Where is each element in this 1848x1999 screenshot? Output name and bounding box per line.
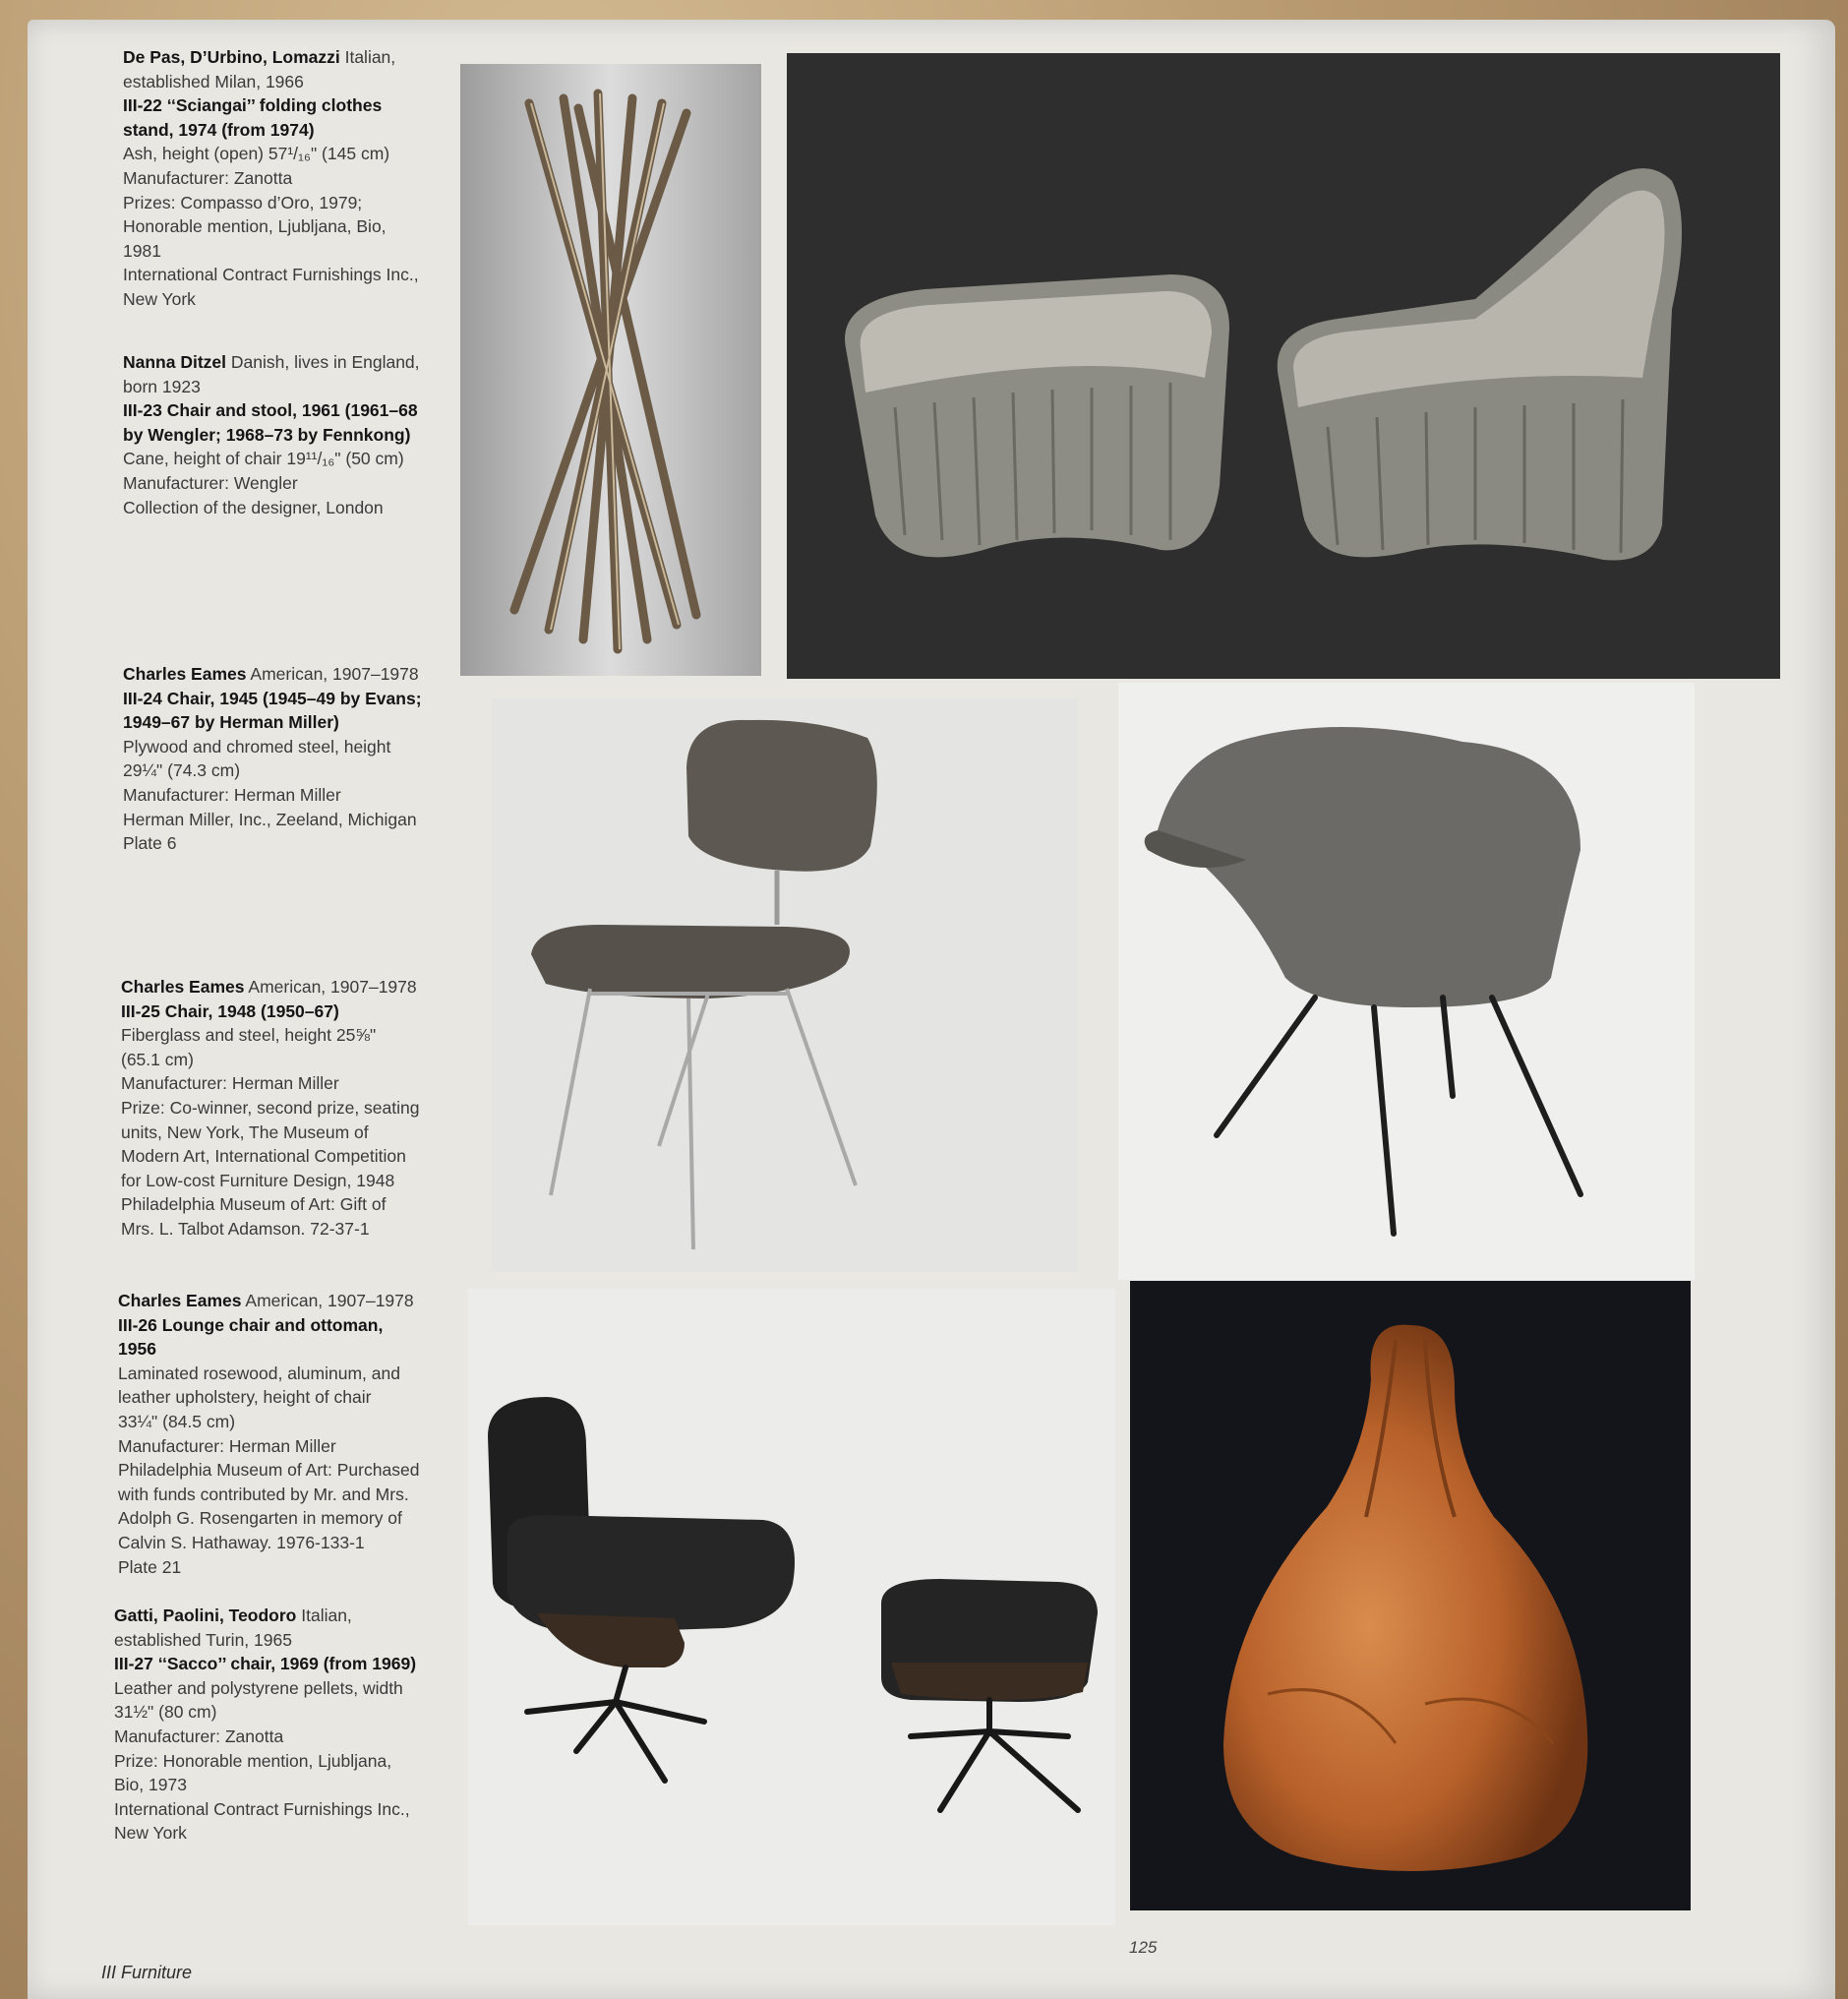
- caption-line: [114, 1676, 429, 1701]
- caption-line: [123, 447, 438, 471]
- caption-bold-text: Charles Eames: [121, 977, 245, 997]
- caption-line: [114, 1797, 429, 1822]
- caption-iii-24: [123, 662, 438, 856]
- caption-text: Mrs. L. Talbot Adamson. 72-37-1: [121, 1218, 370, 1239]
- caption-text: Laminated rosewood, aluminum, and: [118, 1363, 400, 1383]
- caption-iii-26: [118, 1289, 433, 1579]
- caption-line: [123, 191, 438, 215]
- caption-bold-text: Charles Eames: [118, 1291, 242, 1310]
- caption-line: [114, 1773, 429, 1797]
- caption-text: Prizes: Compasso d’Oro, 1979;: [123, 192, 363, 212]
- book-page: [28, 20, 1835, 1999]
- caption-text: Calvin S. Hathaway. 1976-133-1: [118, 1532, 365, 1552]
- caption-line: [121, 1192, 436, 1217]
- caption-bold-text: Gatti, Paolini, Teodoro: [114, 1605, 297, 1625]
- caption-line: [123, 142, 438, 166]
- caption-line: [123, 687, 438, 711]
- caption-text: New York: [114, 1823, 187, 1844]
- caption-bold-text: III-22 ‘‘Sciangai’’ folding clothes: [123, 95, 383, 116]
- caption-text: Adolph G. Rosengarten in memory of: [118, 1508, 402, 1529]
- photo-sacco-chair: [1130, 1281, 1691, 1910]
- caption-iii-25: [121, 975, 436, 1242]
- caption-line: [114, 1700, 429, 1725]
- caption-line: [121, 1121, 436, 1145]
- caption-text: Honorable mention, Ljubljana, Bio,: [123, 216, 387, 237]
- caption-line: [123, 118, 438, 143]
- caption-text: Danish, lives in England,: [226, 352, 420, 372]
- caption-bold-text: De Pas, D’Urbino, Lomazzi: [123, 47, 340, 67]
- caption-bold-text: Charles Eames: [123, 664, 247, 684]
- caption-text: American, 1907–1978: [244, 977, 417, 997]
- caption-line: [123, 758, 438, 783]
- caption-iii-23: [123, 350, 438, 519]
- caption-text: for Low-cost Furniture Design, 1948: [121, 1170, 395, 1190]
- caption-text: established Turin, 1965: [114, 1629, 292, 1650]
- caption-text: Italian,: [296, 1605, 352, 1625]
- caption-line: [123, 735, 438, 759]
- caption-text: established Milan, 1966: [123, 71, 304, 91]
- caption-text: Manufacturer: Herman Miller: [118, 1435, 336, 1456]
- caption-text: (65.1 cm): [121, 1049, 194, 1069]
- caption-text: Fiberglass and steel, height 25⅝": [121, 1025, 377, 1046]
- caption-text: Modern Art, International Competition: [121, 1146, 406, 1167]
- caption-line: [121, 1071, 436, 1096]
- caption-text: leather upholstery, height of chair: [118, 1387, 372, 1408]
- caption-text: Prize: Honorable mention, Ljubljana,: [114, 1750, 392, 1771]
- caption-line: [123, 662, 438, 687]
- caption-text: Manufacturer: Herman Miller: [121, 1073, 339, 1094]
- caption-line: [118, 1410, 433, 1434]
- caption-text: International Contract Furnishings Inc.,: [114, 1798, 410, 1819]
- caption-line: [121, 1169, 436, 1193]
- caption-line: [123, 214, 438, 239]
- caption-line: [118, 1385, 433, 1410]
- caption-line: [123, 808, 438, 832]
- caption-line: [118, 1458, 433, 1483]
- caption-line: [118, 1434, 433, 1459]
- caption-line: [123, 831, 438, 856]
- caption-bold-text: by Wengler; 1968–73 by Fennkong): [123, 424, 411, 445]
- caption-text: born 1923: [123, 376, 201, 396]
- caption-text: Manufacturer: Zanotta: [114, 1726, 284, 1746]
- caption-line: [123, 350, 438, 375]
- caption-bold-text: 1956: [118, 1339, 156, 1360]
- caption-bold-text: Nanna Ditzel: [123, 352, 227, 372]
- caption-bold-text: stand, 1974 (from 1974): [123, 119, 315, 140]
- caption-line: [121, 975, 436, 1000]
- caption-text: Leather and polystyrene pellets, width: [114, 1677, 403, 1698]
- caption-text: Cane, height of chair 19¹¹/₁₆" (50 cm): [123, 449, 404, 469]
- caption-text: Plate 6: [123, 833, 177, 854]
- caption-line: [118, 1337, 433, 1362]
- caption-line: [123, 45, 438, 70]
- caption-line: [123, 471, 438, 496]
- caption-line: [123, 783, 438, 808]
- caption-text: Prize: Co-winner, second prize, seating: [121, 1097, 420, 1118]
- caption-text: Manufacturer: Zanotta: [123, 167, 293, 188]
- caption-line: [118, 1483, 433, 1507]
- caption-line: [118, 1313, 433, 1338]
- caption-text: American, 1907–1978: [241, 1291, 414, 1310]
- caption-line: [123, 93, 438, 118]
- footer-section-title: III Furniture: [101, 1963, 193, 1982]
- caption-text: Plywood and chromed steel, height: [123, 736, 391, 757]
- caption-line: [123, 423, 438, 448]
- caption-text: Plate 21: [118, 1556, 182, 1577]
- caption-line: [123, 239, 438, 264]
- photo-sciangai-clothes-stand: [460, 64, 761, 676]
- caption-text: Italian,: [339, 47, 396, 67]
- caption-line: [123, 263, 438, 287]
- caption-line: [118, 1506, 433, 1531]
- caption-bold-text: III-25 Chair, 1948 (1950–67): [121, 1000, 339, 1021]
- caption-line: [114, 1604, 429, 1628]
- caption-line: [118, 1289, 433, 1313]
- caption-line: [121, 1023, 436, 1048]
- photo-eames-plywood-chair: [492, 698, 1078, 1272]
- caption-line: [121, 1217, 436, 1242]
- photo-eames-fiberglass-chair: [1118, 683, 1695, 1280]
- caption-bold-text: III-27 ‘‘Sacco’’ chair, 1969 (from 1969): [114, 1654, 417, 1674]
- caption-text: 33¼" (84.5 cm): [118, 1411, 236, 1431]
- caption-line: [123, 166, 438, 191]
- caption-text: Ash, height (open) 57¹/₁₆" (145 cm): [123, 144, 390, 164]
- caption-text: Collection of the designer, London: [123, 497, 384, 517]
- caption-text: Philadelphia Museum of Art: Purchased: [118, 1460, 420, 1481]
- caption-text: Manufacturer: Wengler: [123, 472, 298, 493]
- caption-line: [114, 1749, 429, 1774]
- caption-line: [114, 1628, 429, 1653]
- caption-text: 1981: [123, 240, 161, 261]
- caption-text: Manufacturer: Herman Miller: [123, 784, 341, 805]
- caption-text: with funds contributed by Mr. and Mrs.: [118, 1484, 409, 1504]
- caption-text: American, 1907–1978: [246, 664, 419, 684]
- caption-text: Bio, 1973: [114, 1775, 187, 1795]
- caption-line: [123, 398, 438, 423]
- caption-bold-text: III-23 Chair and stool, 1961 (1961–68: [123, 400, 418, 421]
- caption-line: [121, 1096, 436, 1121]
- caption-text: 31½" (80 cm): [114, 1702, 217, 1723]
- caption-text: Philadelphia Museum of Art: Gift of: [121, 1194, 387, 1215]
- caption-line: [123, 70, 438, 94]
- photo-ditzel-chair-and-stool: [787, 53, 1780, 679]
- caption-line: [121, 1048, 436, 1072]
- page-number: 125: [1129, 1938, 1158, 1957]
- caption-bold-text: III-24 Chair, 1945 (1945–49 by Evans;: [123, 688, 422, 708]
- caption-line: [121, 1144, 436, 1169]
- caption-line: [118, 1362, 433, 1386]
- caption-line: [114, 1725, 429, 1749]
- caption-iii-22: [123, 45, 438, 312]
- caption-line: [123, 710, 438, 735]
- caption-line: [123, 375, 438, 399]
- caption-text: 29¼" (74.3 cm): [123, 760, 241, 781]
- caption-iii-27: [114, 1604, 429, 1846]
- caption-text: units, New York, The Museum of: [121, 1121, 369, 1142]
- caption-line: [114, 1821, 429, 1846]
- caption-line: [114, 1652, 429, 1676]
- caption-line: [118, 1531, 433, 1555]
- caption-line: [121, 1000, 436, 1024]
- photo-eames-lounge-chair-ottoman: [468, 1289, 1115, 1925]
- caption-line: [118, 1555, 433, 1580]
- caption-line: [123, 496, 438, 520]
- caption-text: New York: [123, 288, 196, 309]
- caption-bold-text: 1949–67 by Herman Miller): [123, 712, 339, 733]
- caption-line: [123, 287, 438, 312]
- caption-text: Herman Miller, Inc., Zeeland, Michigan: [123, 809, 417, 829]
- caption-bold-text: III-26 Lounge chair and ottoman,: [118, 1314, 384, 1335]
- caption-text: International Contract Furnishings Inc.,: [123, 265, 419, 285]
